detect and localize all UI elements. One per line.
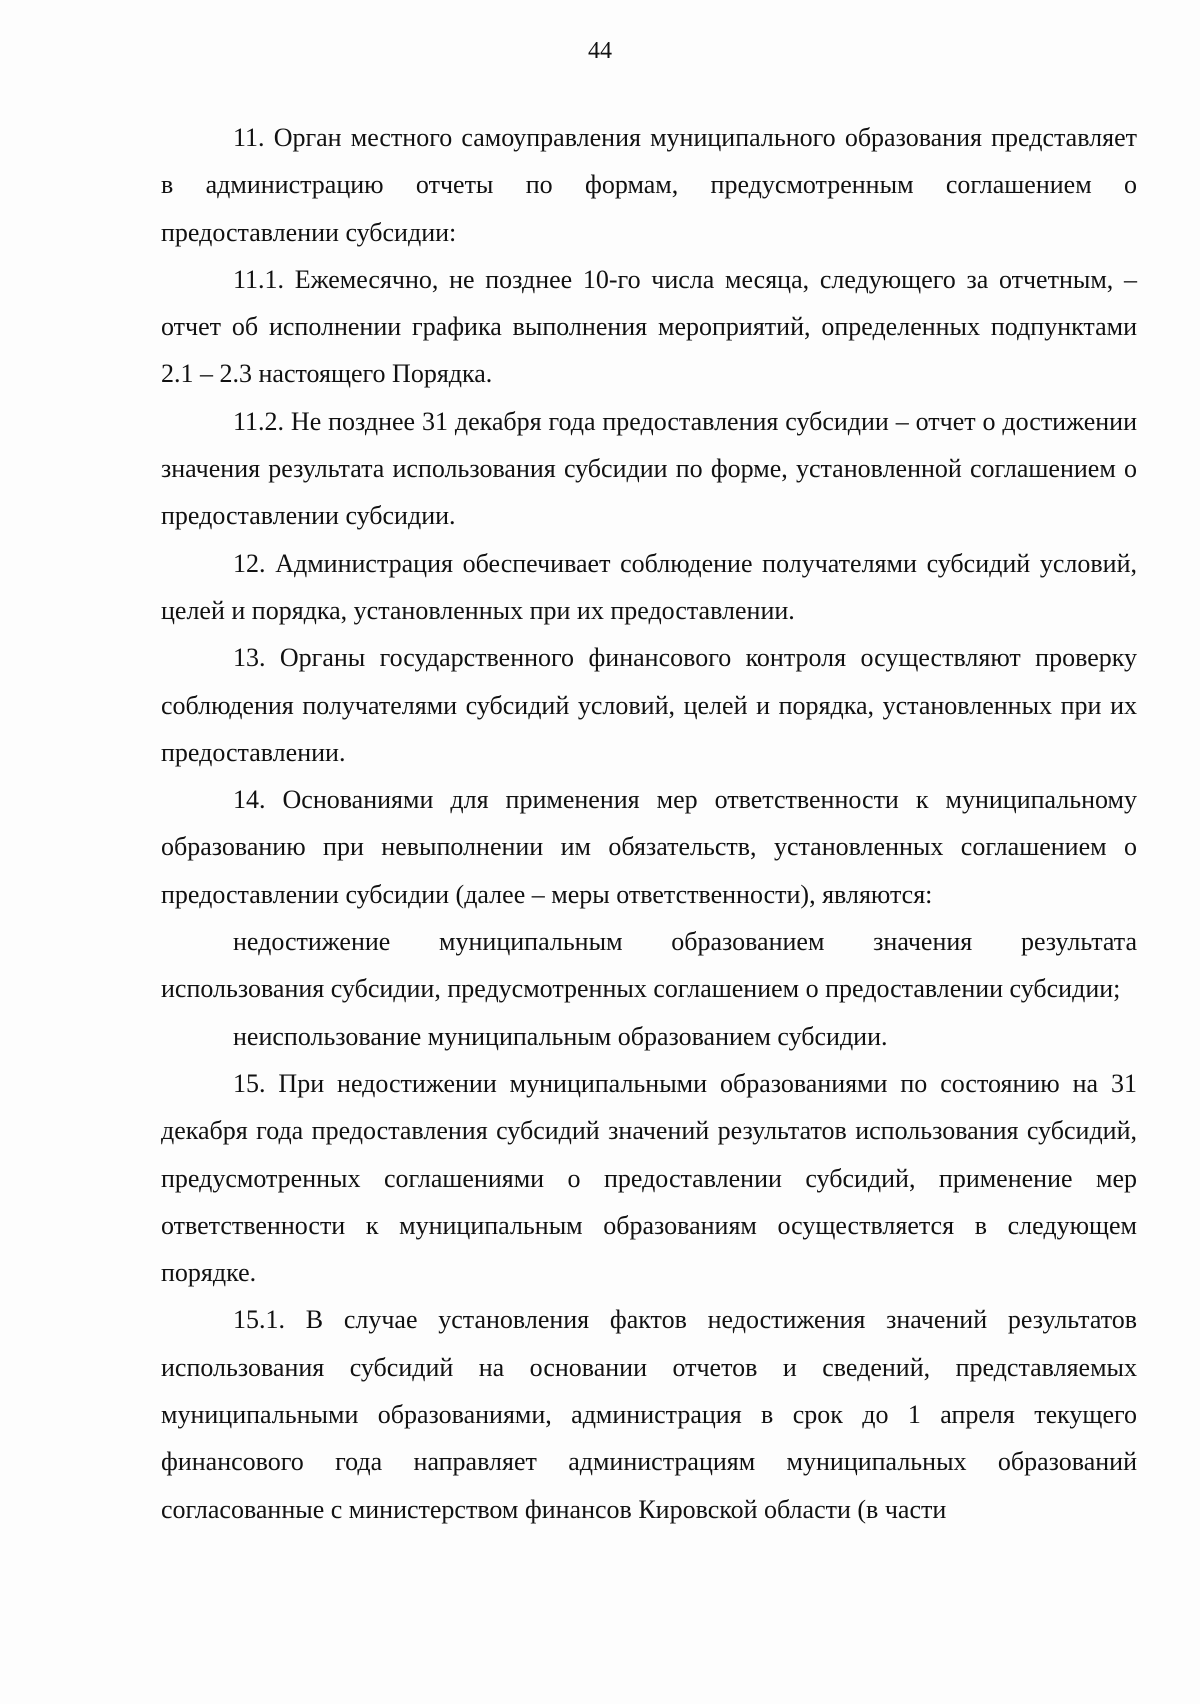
paragraph-11-1: 11.1. Ежемесячно, не позднее 10-го числа месяца, следующего за отчетным, – отчет об исполнении графика выполнения мероприятий, определенных подпунктами 2.1 – 2.3 настоящего Порядка. [161,264,1137,389]
page-number: 44 [588,38,612,64]
paragraph-14-item-1: недостижение муниципальным образованием значения результата использования субсидии, предусмотренных соглашением о предоставлении субсидии; [161,927,1137,1004]
document-body [161,114,1137,1533]
paragraph-11-2: 11.2. Не позднее 31 декабря года предоставления субсидии – отчет о достижении значения результата использования субсидии по форме, установленной соглашением о предоставлении субсидии. [161,406,1137,531]
paragraph-15: 15. При недостижении муниципальными образованиями по состоянию на 31 декабря года предоставления субсидий значений результатов использования субсидий, предусмотренных соглашениями о предоставлении субсидий, применение мер ответственности к муниципальным образованиям осуществляется в следующем порядке. [161,1068,1137,1288]
paragraph-13: 13. Органы государственного финансового контроля осуществляют проверку соблюдения получателями субсидий условий, целей и порядка, установленных при их предоставлении. [161,643,1137,767]
paragraph-11: 11. Орган местного самоуправления муниципального образования представляет в администрацию отчеты по формам, предусмотренным соглашением о предоставлении субсидии: [161,123,1137,247]
paragraph-14: 14. Основаниями для применения мер ответственности к муниципальному образованию при невыполнении им обязательств, установленных соглашением о предоставлении субсидии (далее – меры ответственности), являются: [161,785,1137,909]
paragraph-15-1: 15.1. В случае установления фактов недостижения значений результатов использования субсидий на основании отчетов и сведений, представляемых муниципальными образованиями, администрация в срок до 1 апреля текущего финансового года направляет администрациям муниципальных образований согласованные с министерством финансов Кировской области (в части [161,1305,1137,1524]
paragraph-12: 12. Администрация обеспечивает соблюдение получателями субсидий условий, целей и порядка, установленных при их предоставлении. [161,548,1137,625]
paragraph-14-item-2: неиспользование муниципальным образованием субсидии. [233,1021,888,1051]
